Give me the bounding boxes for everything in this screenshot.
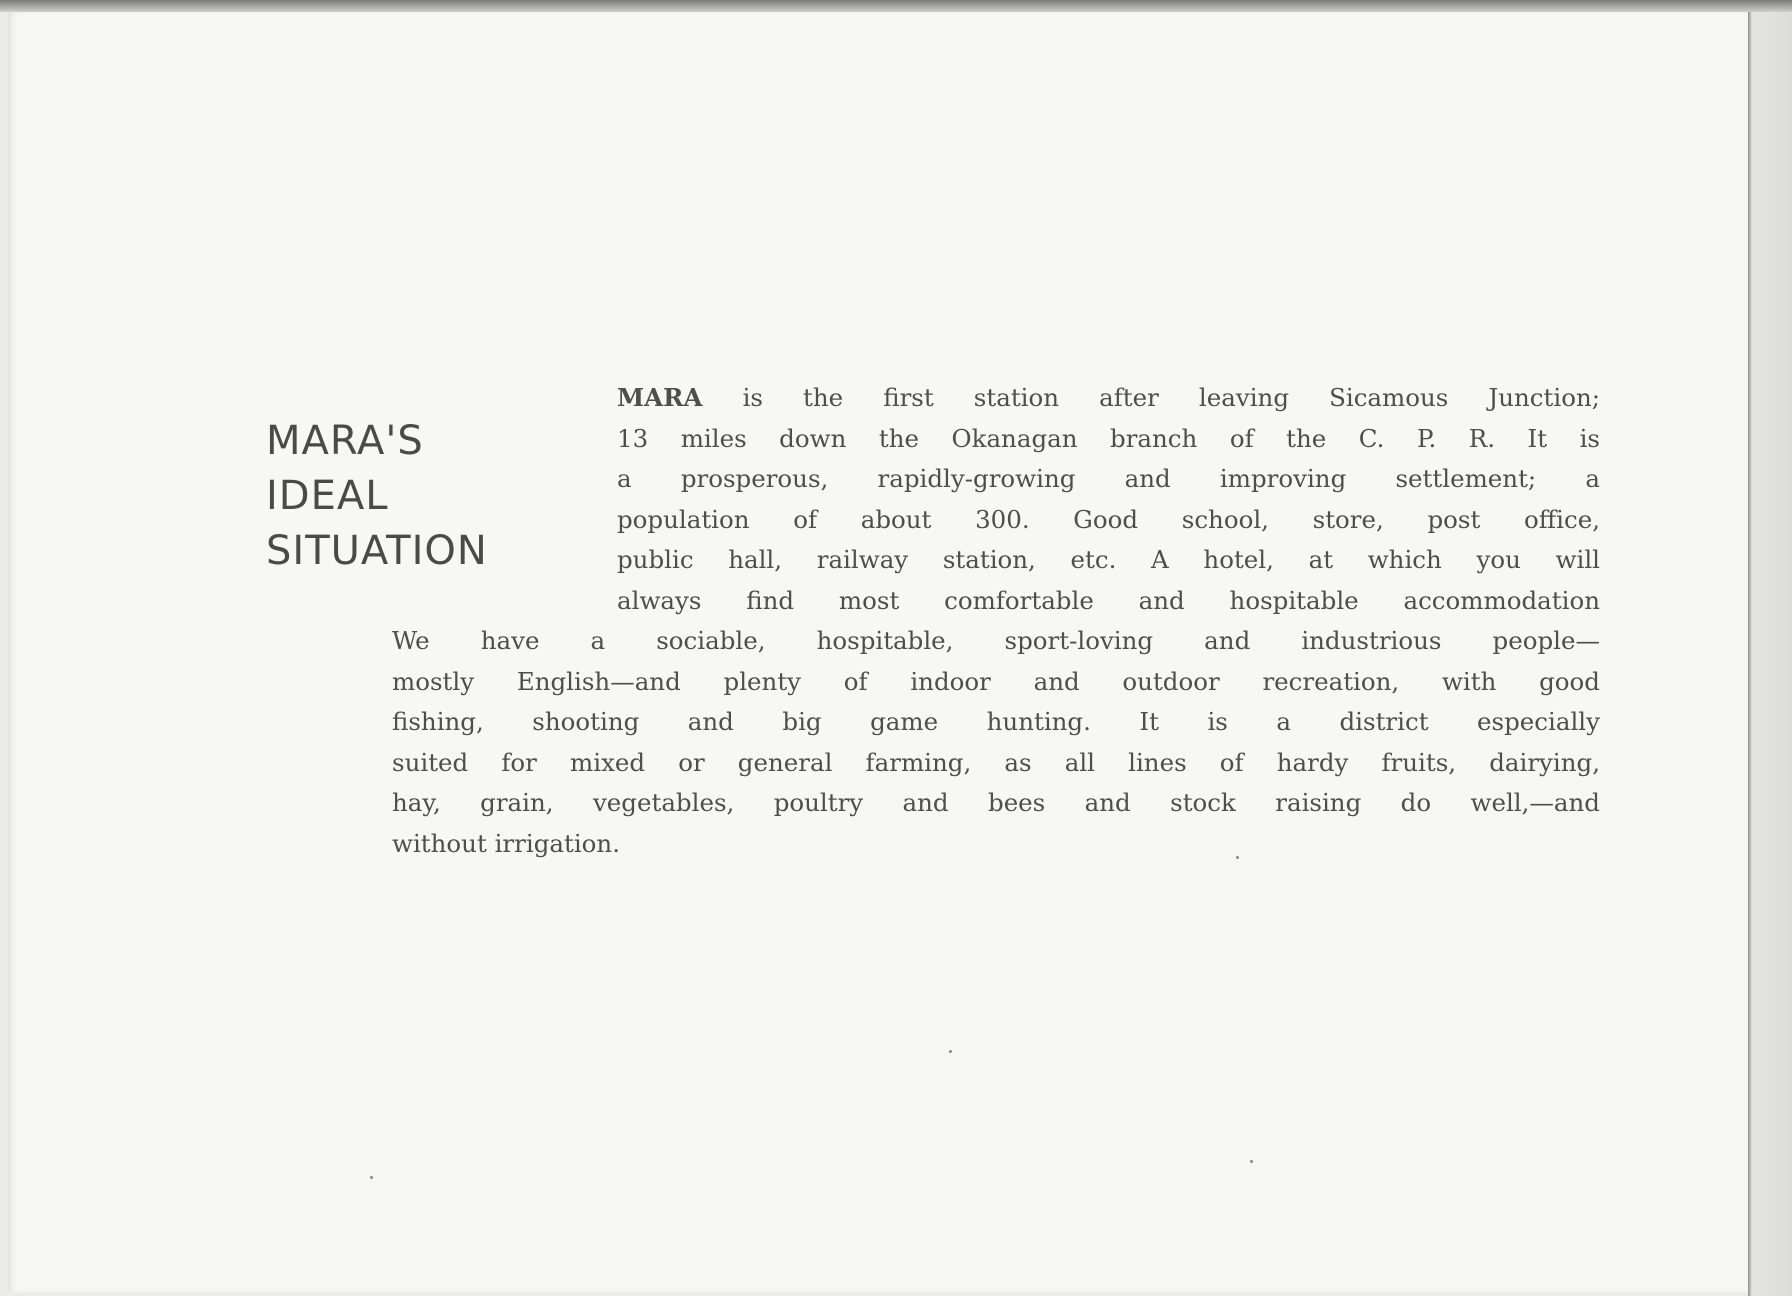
heading-line-1: MARA'S <box>266 418 424 464</box>
paragraph-line-10: suited for mixed or general farming, as all lines of hardy fruits, dairying, <box>392 747 1600 777</box>
paragraph-lead-word: MARA <box>617 383 703 412</box>
paragraph-line-12: without irrigation. <box>392 828 620 858</box>
dust-speck <box>1236 856 1239 859</box>
body-paragraph <box>392 378 1600 864</box>
paragraph-line-1 <box>617 378 1600 419</box>
paragraph-line-11: hay, grain, vegetables, poultry and bees and stock raising do well,—and <box>392 788 1600 817</box>
paragraph-line-3: a prosperous, rapidly-growing and improving settlement; a <box>617 464 1600 493</box>
paragraph-line-5: public hall, railway station, etc. A hotel, at which you will <box>617 545 1600 574</box>
dust-speck <box>949 1050 952 1053</box>
heading-line-3: SITUATION <box>266 528 488 574</box>
paragraph-line-4: population of about 300. Good school, store, post office, <box>617 504 1600 534</box>
heading-line-2: IDEAL <box>266 473 389 519</box>
paragraph-line-9: fishing, shooting and big game hunting. It is a district especially <box>392 707 1600 736</box>
paragraph-line-6: always find most comfortable and hospitable accommodation <box>617 585 1600 615</box>
paragraph-line-7: We have a sociable, hospitable, sport-loving and industrious people— <box>392 626 1600 655</box>
paragraph-line-8: mostly English—and plenty of indoor and outdoor recreation, with good <box>392 666 1600 696</box>
dust-speck <box>1250 1160 1253 1163</box>
paragraph-line-2: 13 miles down the Okanagan branch of the C. P. R. It is <box>617 423 1600 453</box>
top-scan-edge <box>0 0 1792 12</box>
paragraph-line-1-text: is the first station after leaving Sicamous Junction; <box>702 383 1600 412</box>
right-scan-edge <box>1748 12 1792 1296</box>
dust-speck <box>370 1176 373 1179</box>
